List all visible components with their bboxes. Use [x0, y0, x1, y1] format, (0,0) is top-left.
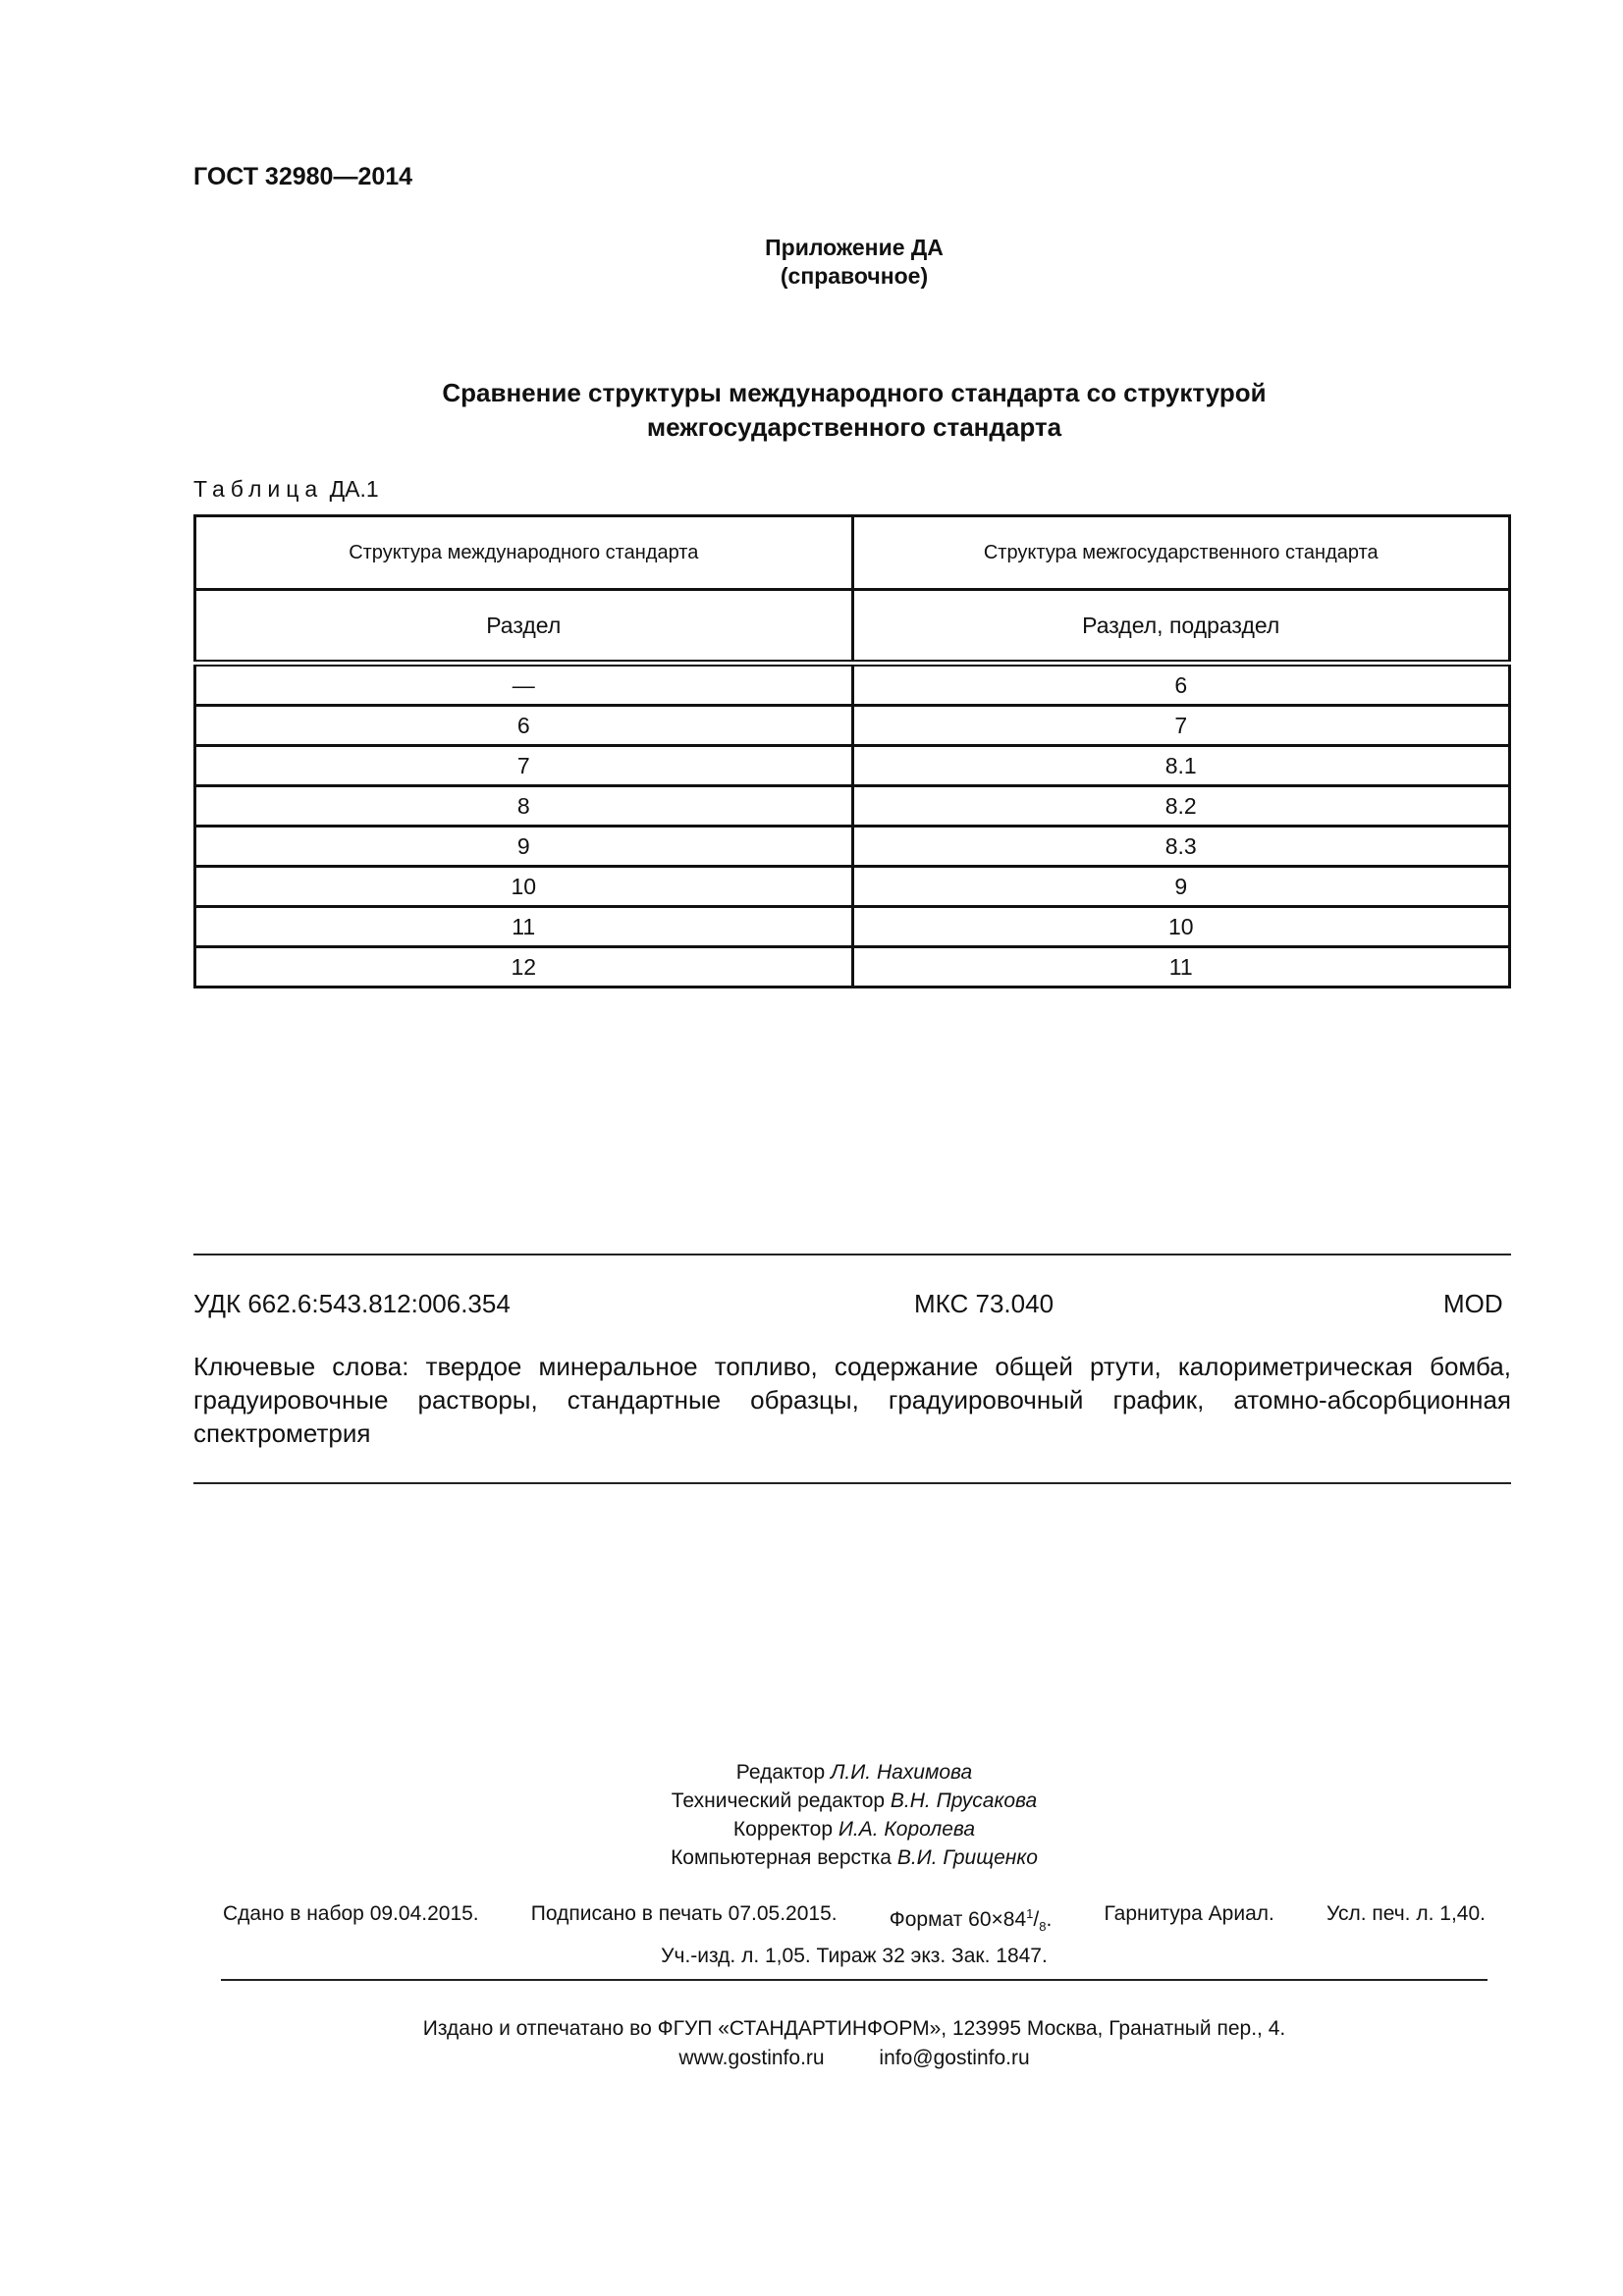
cell-interstate-section: 11	[852, 947, 1510, 988]
credit-person: В.И. Грищенко	[896, 1846, 1038, 1869]
submitted-date: Сдано в набор 09.04.2015.	[223, 1902, 479, 1925]
table-row	[195, 786, 1510, 827]
credit-person: Л.И. Нахимова	[831, 1761, 973, 1784]
credit-role: Редактор	[735, 1761, 826, 1784]
cell-interstate-section: 8.3	[852, 827, 1510, 867]
credit-proofreader	[0, 1815, 1623, 1843]
format-numerator: 1	[1026, 1906, 1034, 1921]
credit-layout	[0, 1843, 1623, 1872]
cell-intl-section: 6	[195, 706, 853, 746]
credit-role: Технический редактор	[671, 1789, 886, 1812]
header-interstate-structure: Структура межгосударственного стандарта	[852, 516, 1510, 590]
publisher-website-link[interactable]: www.gostinfo.ru	[678, 2047, 825, 2069]
annex-title: Приложение ДА	[765, 235, 944, 260]
cell-interstate-section: 8.2	[852, 786, 1510, 827]
table-row	[195, 664, 1510, 706]
credits-block	[0, 1758, 1623, 1872]
print-info-row2: Уч.-изд. л. 1,05. Тираж 32 экз. Зак. 1847.	[661, 1945, 1048, 1968]
credit-person: В.Н. Прусакова	[890, 1789, 1038, 1812]
table-header-row	[195, 516, 1510, 590]
table-row	[195, 746, 1510, 786]
cell-interstate-section: 7	[852, 706, 1510, 746]
cell-intl-section: —	[195, 664, 853, 706]
divider-rule-bottom	[193, 1482, 1511, 1484]
table-row	[195, 827, 1510, 867]
comparison-title-line1: Сравнение структуры международного стандарта со структурой	[442, 378, 1267, 407]
credit-role: Компьютерная верстка	[671, 1846, 892, 1869]
cell-interstate-section: 8.1	[852, 746, 1510, 786]
cell-intl-section: 11	[195, 907, 853, 947]
credit-technical-editor	[0, 1787, 1623, 1815]
annex-heading	[0, 234, 1623, 291]
signed-date: Подписано в печать 07.05.2015.	[530, 1902, 838, 1925]
publisher-line: Издано и отпечатано во ФГУП «СТАНДАРТИНФОРМ», 123995 Москва, Гранатный пер., 4.	[422, 2017, 1286, 2040]
cell-intl-section: 8	[195, 786, 853, 827]
table-label	[193, 476, 379, 503]
mks-code: МКС 73.040	[914, 1289, 1055, 1318]
credit-role: Корректор	[732, 1818, 834, 1841]
keywords-paragraph: Ключевые слова: твердое минеральное топливо, содержание общей ртути, калориметрическая бомба, градуировочные растворы, стандартные образцы, градуировочный график, атомно-абсорбционная спектрометрия	[193, 1352, 1511, 1448]
document-header: ГОСТ 32980—2014	[193, 163, 413, 190]
header-intl-structure: Структура международного стандарта	[195, 516, 853, 590]
publisher-email-link[interactable]: info@gostinfo.ru	[879, 2047, 1030, 2069]
annex-subtitle: (справочное)	[780, 263, 929, 289]
publisher-block	[0, 2014, 1623, 2073]
table-row	[195, 706, 1510, 746]
cell-interstate-section: 10	[852, 907, 1510, 947]
format-suffix: .	[1046, 1908, 1053, 1931]
comparison-title	[0, 376, 1623, 445]
cell-intl-section: 10	[195, 867, 853, 907]
print-info-row	[223, 1899, 1486, 1942]
divider-rule-publisher	[221, 1979, 1488, 1981]
mod-designation: MOD	[1443, 1289, 1503, 1318]
print-sheets: Усл. печ. л. 1,40.	[1326, 1902, 1486, 1925]
publisher-links	[0, 2044, 1623, 2073]
comparison-title-line2: межгосударственного стандарта	[646, 412, 1062, 442]
structure-comparison-table	[193, 514, 1511, 988]
cell-intl-section: 12	[195, 947, 853, 988]
divider-rule-top	[193, 1254, 1511, 1255]
cell-interstate-section: 9	[852, 867, 1510, 907]
cell-interstate-section: 6	[852, 664, 1510, 706]
cell-intl-section: 9	[195, 827, 853, 867]
print-info-block	[223, 1899, 1486, 1971]
table-label-id: ДА.1	[329, 476, 379, 502]
udk-code: УДК 662.6:543.812:006.354	[193, 1289, 511, 1318]
format-prefix: Формат 60×84	[889, 1908, 1027, 1931]
credit-person: И.А. Королева	[838, 1818, 976, 1841]
table-row	[195, 907, 1510, 947]
table-row	[195, 867, 1510, 907]
subheader-section-subsection: Раздел, подраздел	[852, 590, 1510, 664]
cell-intl-section: 7	[195, 746, 853, 786]
table-label-word: Таблица	[193, 476, 324, 502]
credit-editor	[0, 1758, 1623, 1787]
typeface: Гарнитура Ариал.	[1104, 1902, 1274, 1925]
subheader-section: Раздел	[195, 590, 853, 664]
format-denominator: 8	[1039, 1919, 1047, 1935]
table-row	[195, 947, 1510, 988]
table-subheader-row	[195, 590, 1510, 664]
paper-format: Формат $60\times 84^1/_8$.	[889, 1906, 1053, 1935]
